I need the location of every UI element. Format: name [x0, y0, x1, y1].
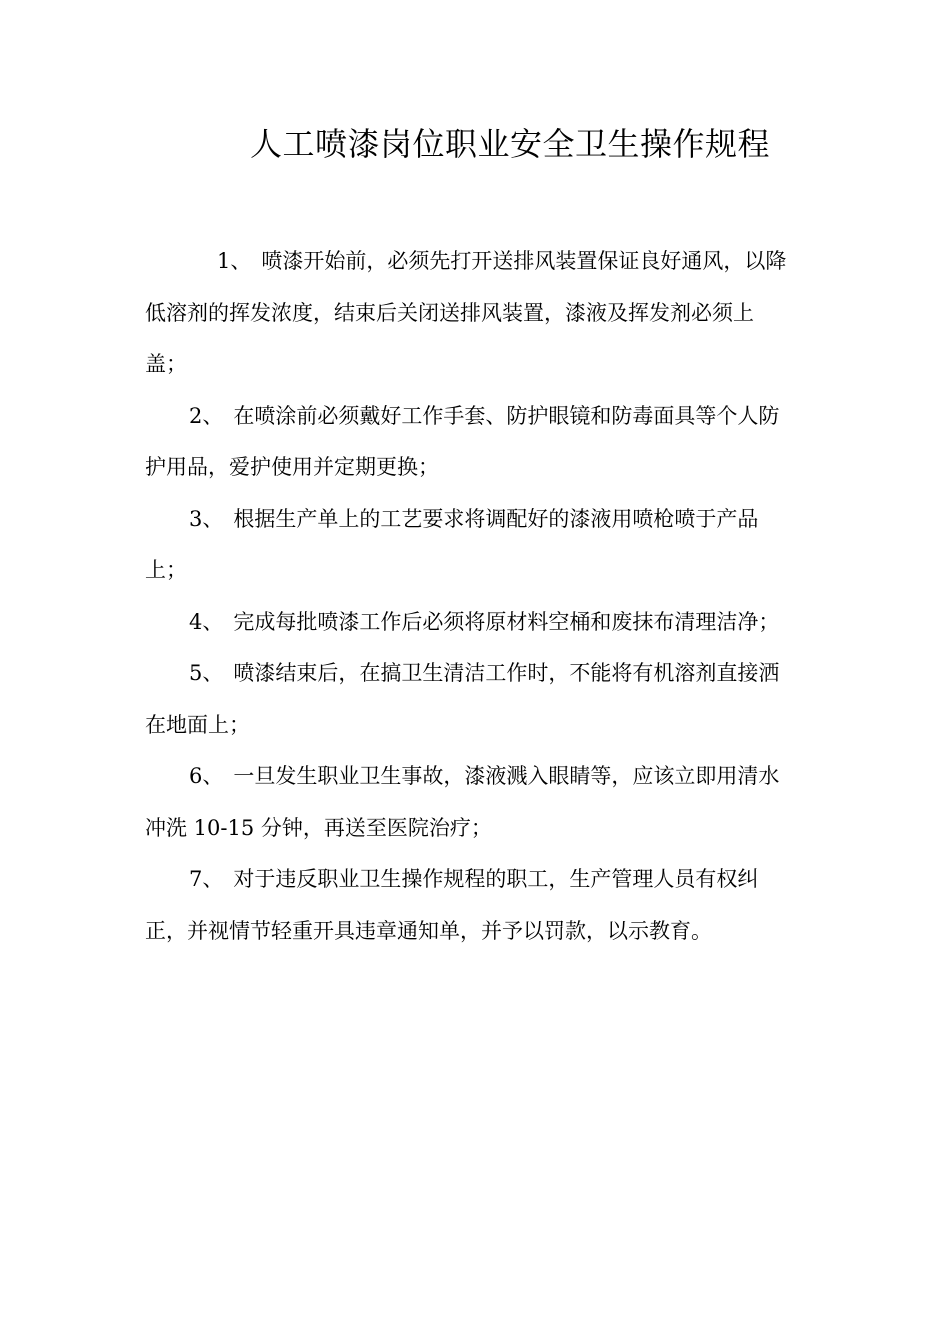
item-text: 根据生产单上的工艺要求将调配好的漆液用喷枪喷于产品上；: [145, 506, 759, 582]
item-text: 完成每批喷漆工作后必须将原材料空桶和废抹布清理洁净；: [233, 609, 780, 634]
item-number: 2、: [189, 403, 224, 428]
item-text: 一旦发生职业卫生事故，漆液溅入眼睛等，应该立即用清水冲洗 10-15 分钟，再送至医院治疗；: [145, 764, 780, 840]
item-number: 1、: [217, 249, 252, 273]
regulation-item-4: [145, 597, 795, 649]
regulation-list: [145, 236, 795, 957]
item-number: 7、: [189, 867, 224, 891]
regulation-item-5: [145, 648, 795, 751]
regulation-item-2: [145, 391, 795, 494]
regulation-item-7: [145, 854, 795, 957]
item-number: 5、: [189, 661, 224, 685]
item-text: 对于违反职业卫生操作规程的职工，生产管理人员有权纠正，并视情节轻重开具违章通知单，并予以罚款，以示教育。: [145, 867, 759, 943]
item-number: 6、: [189, 764, 224, 788]
item-text: 喷漆结束后，在搞卫生清洁工作时，不能将有机溶剂直接洒在地面上；: [145, 661, 780, 737]
document-title: 人工喷漆岗位职业安全卫生操作规程: [249, 125, 770, 163]
item-text: 喷漆开始前，必须先打开送排风装置保证良好通风，以降低溶剂的挥发浓度，结束后关闭送排风装置，漆液及挥发剂必须上盖；: [145, 249, 787, 376]
item-text: 在喷涂前必须戴好工作手套、防护眼镜和防毒面具等个人防护用品，爱护使用并定期更换；: [145, 403, 780, 479]
regulation-item-3: [145, 494, 795, 597]
regulation-item-1: [145, 236, 795, 391]
regulation-item-6: [145, 751, 795, 854]
item-number: 3、: [189, 506, 224, 531]
item-number: 4、: [189, 609, 224, 634]
